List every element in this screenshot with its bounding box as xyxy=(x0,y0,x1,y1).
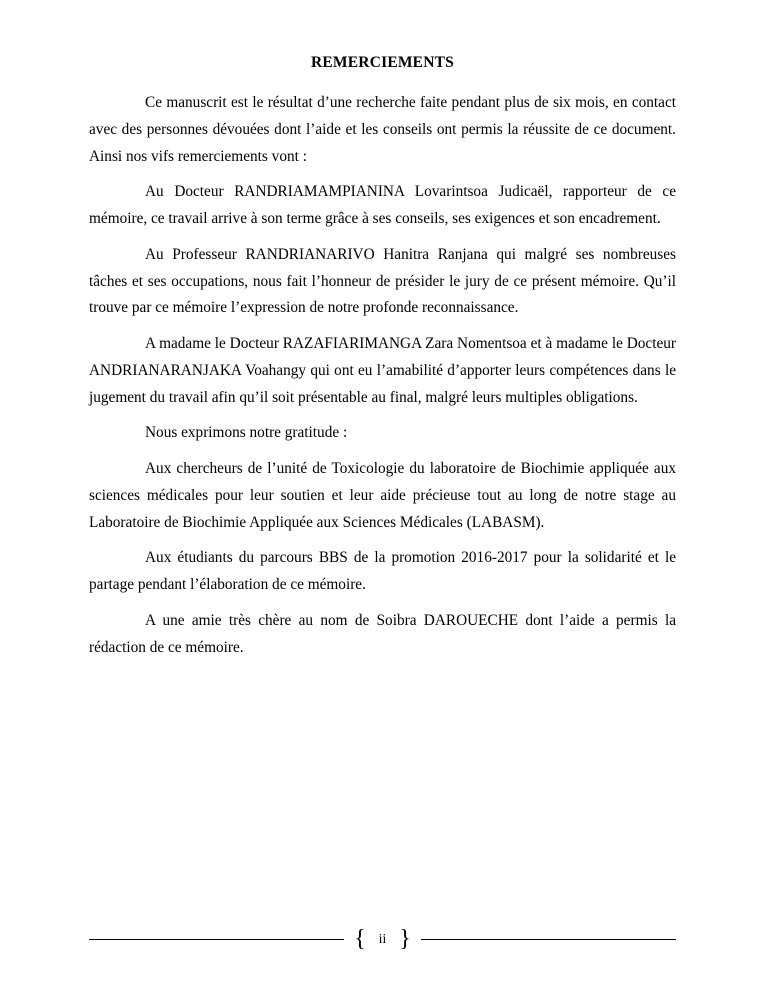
paragraph-3: Au Professeur RANDRIANARIVO Hanitra Ranjana qui malgré ses nombreuses tâches et ses occupations, nous fait l’honneur de présider le jury de ce présent mémoire. Qu’il trouve par ce mémoire l’expression de notre profonde reconnaissance. xyxy=(89,245,676,317)
paragraph-6: Aux chercheurs de l’unité de Toxicologie du laboratoire de Biochimie appliquée aux sciences médicales pour leur soutien et leur aide précieuse tout au long de notre stage au Laboratoire de Biochimie Appliquée aux Sciences Médicales (LABASM). xyxy=(89,460,676,531)
page-title: REMERCIEMENTS xyxy=(311,54,454,71)
footer-rule-right xyxy=(421,939,676,940)
paragraph-5: Nous exprimons notre gratitude : xyxy=(145,424,348,442)
paragraph-4: A madame le Docteur RAZAFIARIMANGA Zara Nomentsoa et à madame le Docteur ANDRIANARANJAKA Voahangy qui ont eu l’amabilité d’apporter leurs compétences dans le jugement du travail afin qu’il soit présentable au final, malgré leurs multiples obligations. xyxy=(89,335,676,406)
footer-rule-left xyxy=(89,939,344,940)
left-brace-icon: { xyxy=(354,926,366,952)
page-number-group xyxy=(344,927,421,951)
page-footer xyxy=(89,928,676,950)
paragraph-7: Aux étudiants du parcours BBS de la promotion 2016-2017 pour la solidarité et le partage pendant l’élaboration de ce mémoire. xyxy=(89,549,676,594)
right-brace-icon: } xyxy=(399,926,411,952)
paragraph-8: A une amie très chère au nom de Soibra DAROUECHE dont l’aide a permis la rédaction de ce mémoire. xyxy=(89,612,676,656)
paragraph-2: Au Docteur RANDRIAMAMPIANINA Lovarintsoa Judicaël, rapporteur de ce mémoire, ce travail arrive à son terme grâce à ses conseils, ses exigences et son encadrement. xyxy=(89,183,676,228)
paragraph-1: Ce manuscrit est le résultat d’une recherche faite pendant plus de six mois, en contact avec des personnes dévouées dont l’aide et les conseils ont permis la réussite de ce document. Ainsi nos vifs remerciements vont : xyxy=(89,94,676,165)
page-number: ii xyxy=(378,931,387,947)
